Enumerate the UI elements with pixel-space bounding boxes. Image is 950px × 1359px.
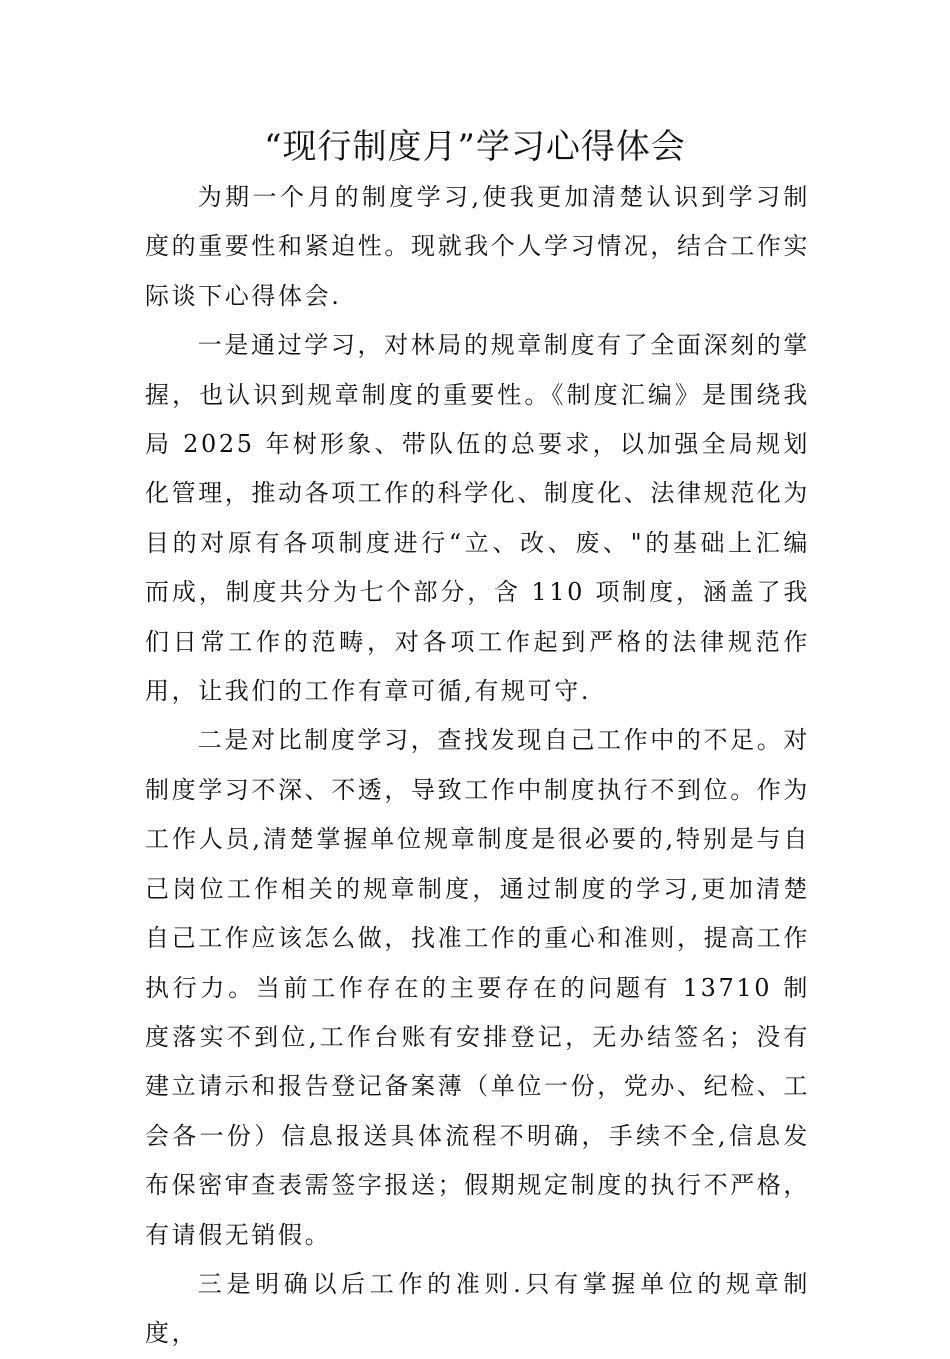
paragraph-point-two: 二是对比制度学习，查找发现自己工作中的不足。对制度学习不深、不透，导致工作中制度执行不到位。作为工作人员,清楚掌握单位规章制度是很必要的,特别是与自己岗位工作相关的规章制度，通过制度的学习,更加清楚自己工作应该怎么做，找准工作的重心和准则，提高工作执行力。当前工作存在的主要存在的问题有 13710 制度落实不到位,工作台账有安排登记，无办结签名；没有建立请示和报告登记备案薄（单位一份，党办、纪检、工会各一份）信息报送具体流程不明确，手续不全,信息发布保密审查表需签字报送；假期规定制度的执行不严格，有请假无销假。 [145,726,810,1249]
document-title: “现行制度月”学习心得体会 [264,127,686,167]
paragraph-intro: 为期一个月的制度学习,使我更加清楚认识到学习制度的重要性和紧迫性。现就我个人学习情况，结合工作实际谈下心得体会. [145,183,810,310]
document-body [145,173,810,1359]
paragraph-point-one: 一是通过学习，对林局的规章制度有了全面深刻的掌握，也认识到规章制度的重要性。《制度汇编》是围绕我局 2025 年树形象、带队伍的总要求，以加强全局规划化管理，推动各项工作的科学化、制度化、法律规范化为目的对原有各项制度进行“立、改、废、"的基础上汇编而成，制度共分为七个部分，含 110 项制度，涵盖了我们日常工作的范畴，对各项工作起到严格的法律规范作用，让我们的工作有章可循,有规可守. [145,331,810,706]
paragraph-point-three: 三是明确以后工作的准则.只有掌握单位的规章制度， [145,1269,810,1348]
